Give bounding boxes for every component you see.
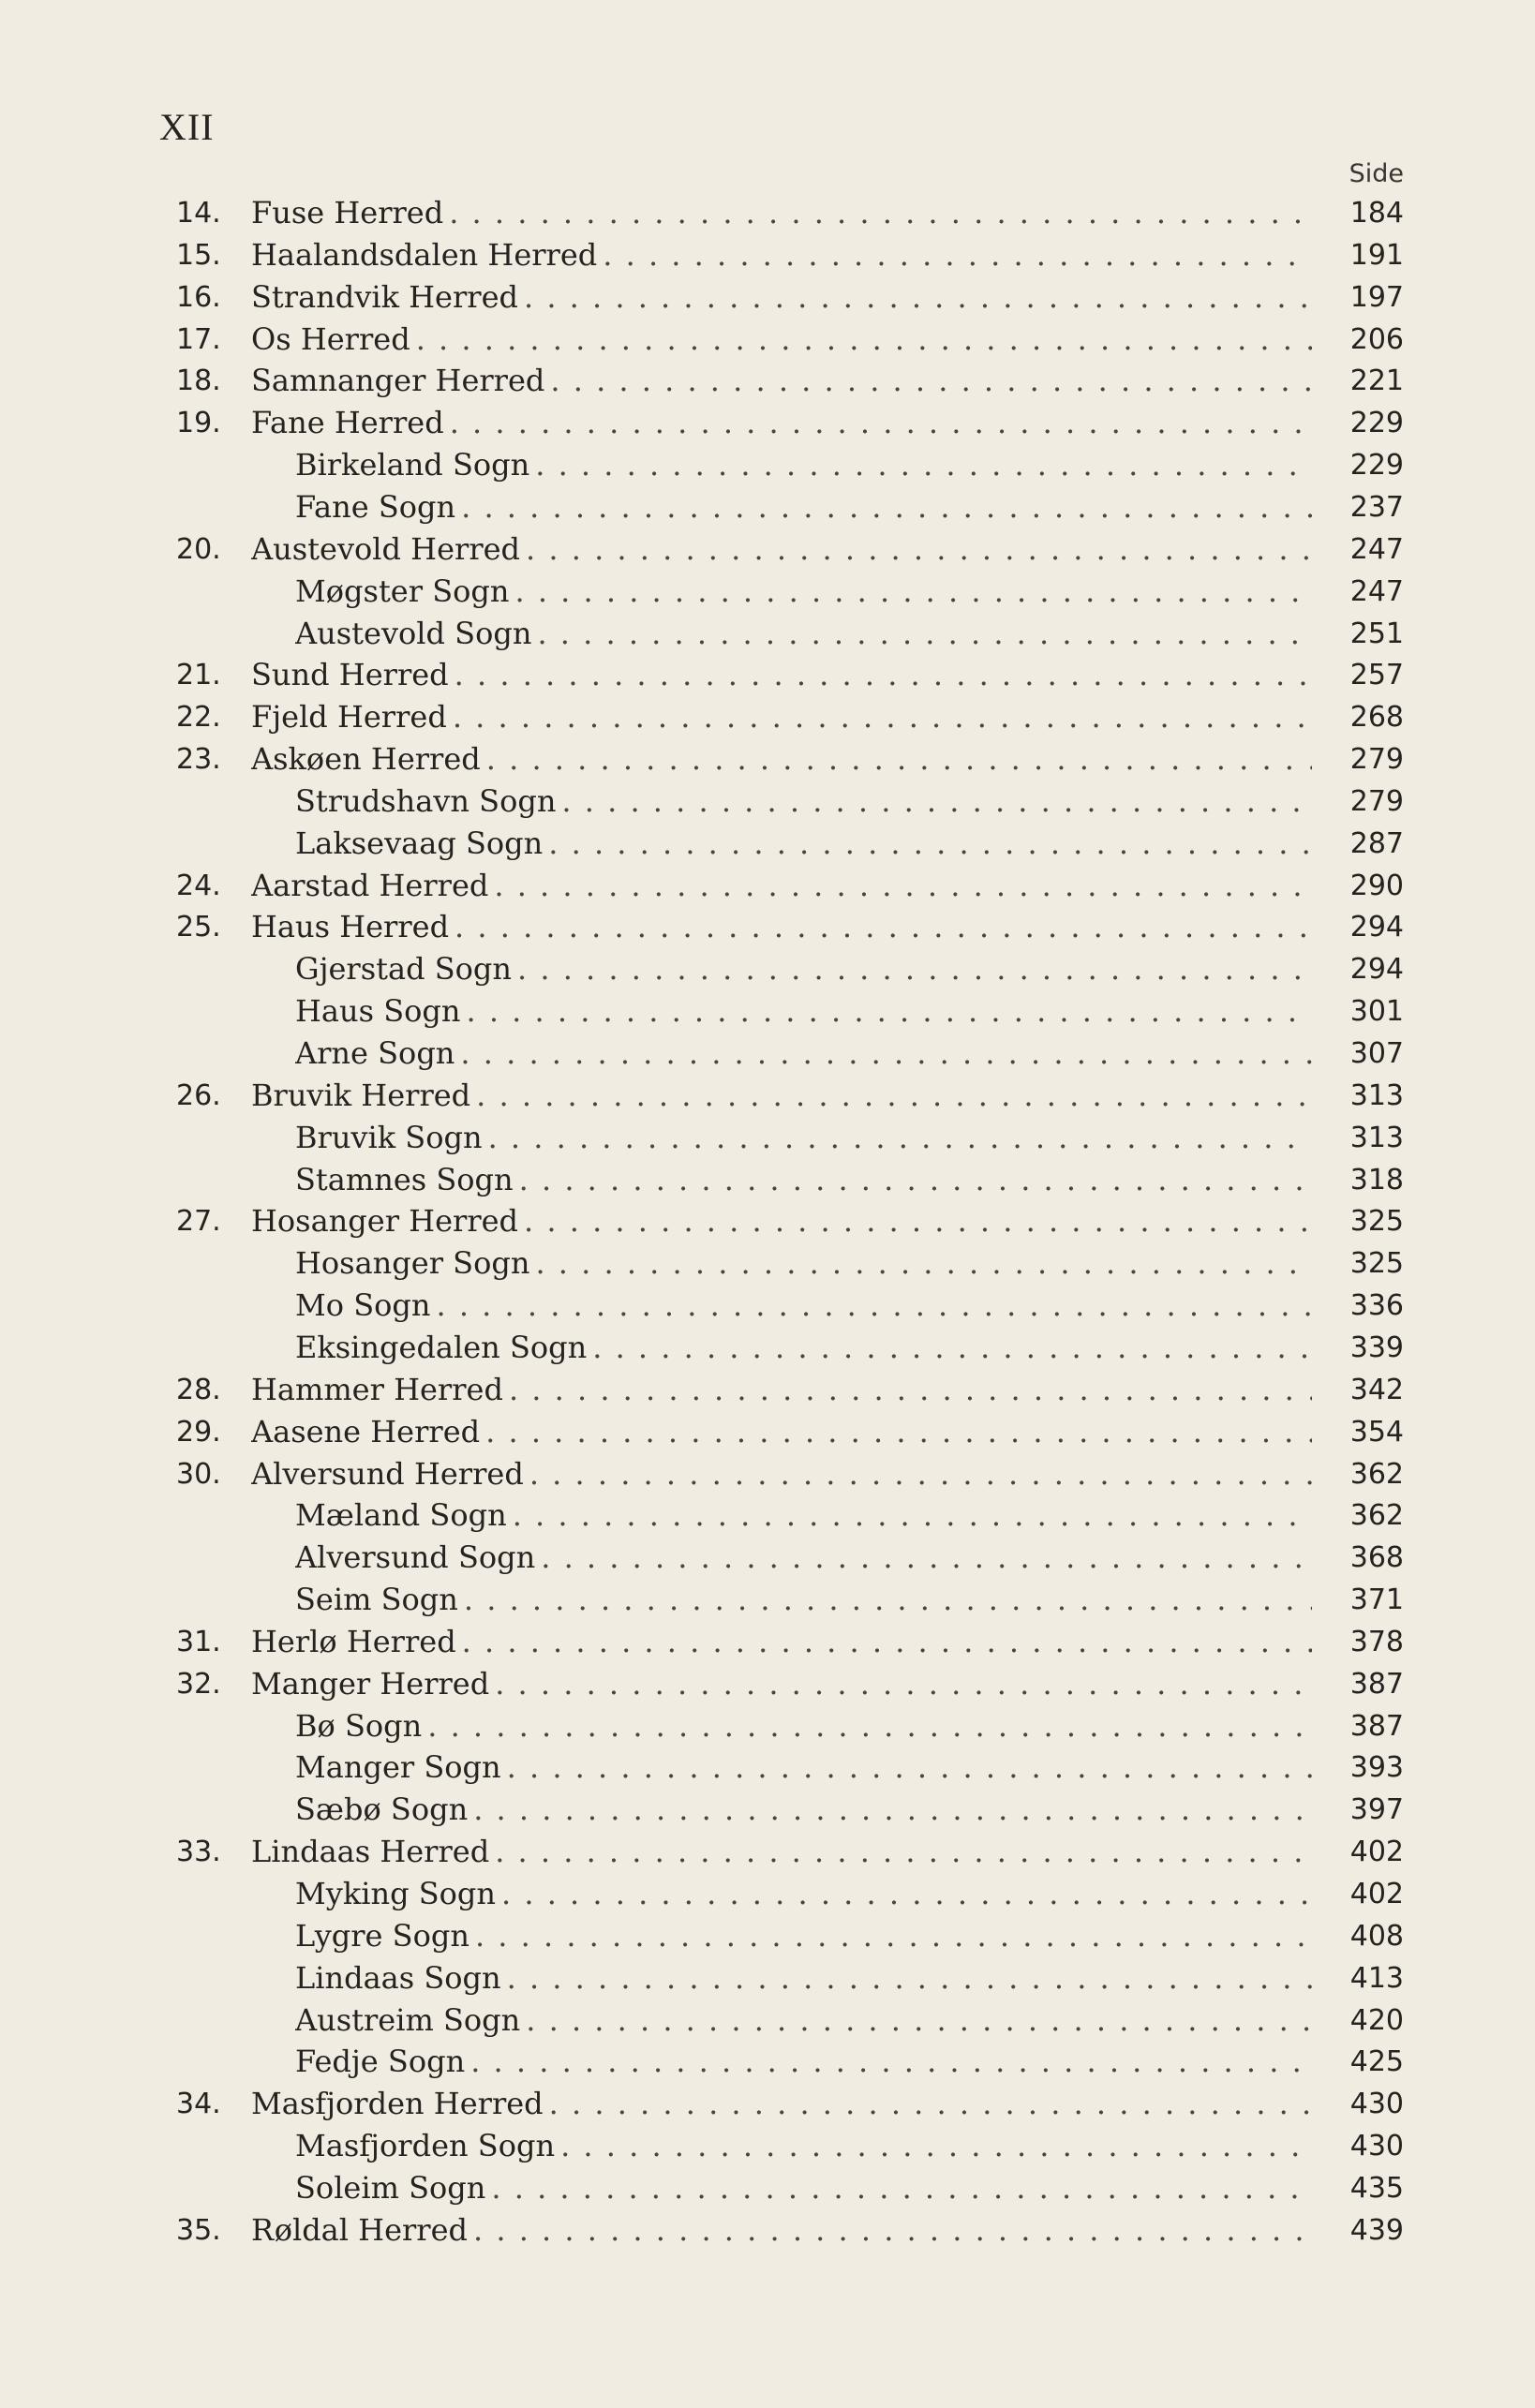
entry-title: Soleim Sogn — [295, 2169, 486, 2206]
dot-leader — [460, 1033, 1312, 1075]
dot-leader — [537, 613, 1312, 655]
entry-page-number: 413 — [1349, 1961, 1404, 1995]
toc-entry — [0, 1831, 1535, 1873]
toc-entry — [0, 360, 1535, 402]
toc-subentry — [0, 2167, 1535, 2209]
entry-page-number: 408 — [1349, 1919, 1404, 1953]
entry-title: Fane Herred — [251, 405, 444, 441]
entry-title: Fuse Herred — [251, 195, 444, 230]
toc-subentry — [0, 571, 1535, 613]
dot-leader — [427, 1705, 1312, 1747]
dot-leader — [535, 444, 1312, 486]
toc-entry — [0, 906, 1535, 948]
entry-title-line — [295, 1159, 1312, 1201]
entry-title-line — [295, 2167, 1312, 2209]
entry-number: 20. — [176, 532, 221, 566]
toc-subentry — [0, 1537, 1535, 1579]
toc-subentry — [0, 1915, 1535, 1957]
entry-page-number: 378 — [1349, 1625, 1404, 1658]
toc-subentry — [0, 444, 1535, 486]
entry-title: Aarstad Herred — [251, 867, 489, 903]
entry-title-line — [251, 1663, 1312, 1705]
entry-title-line — [295, 1327, 1312, 1369]
entry-title: Sæbø Sogn — [295, 1791, 469, 1828]
toc-subentry — [0, 1873, 1535, 1915]
entry-title: Lygre Sogn — [295, 1917, 469, 1954]
entry-title-line — [295, 1285, 1312, 1327]
entry-title: Seim Sogn — [295, 1582, 458, 1618]
entry-title: Bø Sogn — [295, 1707, 423, 1744]
toc-subentry — [0, 1242, 1535, 1285]
entry-page-number: 354 — [1349, 1415, 1404, 1449]
entry-page-number: 290 — [1349, 869, 1404, 902]
entry-page-number: 425 — [1349, 2045, 1404, 2079]
entry-title-line — [295, 1873, 1312, 1915]
entry-title-line — [251, 528, 1312, 571]
toc-entry — [0, 276, 1535, 319]
entry-page-number: 247 — [1349, 574, 1404, 608]
toc-entry — [0, 2083, 1535, 2125]
entry-page-number: 393 — [1349, 1751, 1404, 1785]
dot-leader — [491, 2167, 1312, 2209]
entry-number: 24. — [176, 869, 221, 902]
toc-entry — [0, 654, 1535, 696]
entry-title: Haus Sogn — [295, 993, 461, 1030]
entry-title-line — [295, 780, 1312, 823]
entry-title-line — [295, 1494, 1312, 1537]
toc-entry — [0, 1200, 1535, 1242]
dot-leader — [524, 1200, 1312, 1242]
toc-entry — [0, 865, 1535, 907]
toc-subentry — [0, 1285, 1535, 1327]
dot-leader — [416, 319, 1312, 361]
entry-title-line — [251, 1411, 1312, 1453]
entry-title: Lindaas Herred — [251, 1834, 490, 1870]
entry-page-number: 279 — [1349, 784, 1404, 818]
entry-page-number: 397 — [1349, 1793, 1404, 1827]
entry-title-line — [251, 1075, 1312, 1117]
entry-title-line — [251, 865, 1312, 907]
entry-title: Bruvik Herred — [251, 1077, 471, 1113]
entry-title: Strandvik Herred — [251, 278, 518, 315]
entry-page-number: 247 — [1349, 532, 1404, 566]
toc-subentry — [0, 2125, 1535, 2167]
entry-title: Lindaas Sogn — [295, 1959, 501, 1996]
entry-title: Alversund Herred — [251, 1455, 524, 1492]
toc-subentry — [0, 2041, 1535, 2083]
entry-page-number: 325 — [1349, 1247, 1404, 1281]
entry-page-number: 221 — [1349, 364, 1404, 398]
dot-leader — [486, 738, 1312, 780]
entry-page-number: 313 — [1349, 1121, 1404, 1154]
toc-subentry — [0, 1999, 1535, 2042]
dot-leader — [449, 192, 1312, 234]
dot-leader — [526, 1999, 1312, 2042]
entry-title: Fedje Sogn — [295, 2044, 466, 2080]
entry-page-number: 268 — [1349, 701, 1404, 735]
dot-leader — [462, 1621, 1312, 1663]
entry-page-number: 339 — [1349, 1330, 1404, 1364]
entry-number: 25. — [176, 911, 221, 944]
toc-subentry — [0, 1327, 1535, 1369]
entry-title-line — [251, 906, 1312, 948]
entry-page-number: 313 — [1349, 1078, 1404, 1112]
dot-leader — [485, 1411, 1312, 1453]
dot-leader — [461, 486, 1312, 528]
entry-page-number: 362 — [1349, 1499, 1404, 1533]
dot-leader — [509, 1369, 1312, 1411]
entry-page-number: 420 — [1349, 2003, 1404, 2037]
entry-title-line — [295, 1537, 1312, 1579]
toc-entry — [0, 2209, 1535, 2252]
dot-leader — [517, 948, 1312, 990]
entry-page-number: 301 — [1349, 995, 1404, 1029]
toc-entry — [0, 319, 1535, 361]
entry-page-number: 197 — [1349, 280, 1404, 314]
entry-page-number: 371 — [1349, 1583, 1404, 1617]
entry-title: Austreim Sogn — [295, 2001, 521, 2038]
toc-subentry — [0, 780, 1535, 823]
entry-title-line — [295, 2041, 1312, 2083]
dot-leader — [535, 1242, 1312, 1285]
dot-leader — [495, 1831, 1312, 1873]
entry-number: 22. — [176, 701, 221, 735]
entry-title: Austevold Herred — [251, 530, 521, 567]
entry-number: 26. — [176, 1078, 221, 1112]
entry-title: Masfjorden Herred — [251, 2086, 544, 2122]
dot-leader — [541, 1537, 1312, 1579]
dot-leader — [455, 654, 1312, 696]
entry-title-line — [251, 1369, 1312, 1411]
entry-number: 31. — [176, 1625, 221, 1658]
entry-number: 32. — [176, 1667, 221, 1701]
toc-entry — [0, 402, 1535, 444]
toc-subentry — [0, 1033, 1535, 1075]
toc-subentry — [0, 1159, 1535, 1201]
entry-page-number: 251 — [1349, 617, 1404, 650]
toc-subentry — [0, 1117, 1535, 1159]
entry-title-line — [295, 1033, 1312, 1075]
toc-subentry — [0, 990, 1535, 1033]
entry-page-number: 307 — [1349, 1037, 1404, 1070]
entry-title-line — [295, 571, 1312, 613]
entry-title: Fane Sogn — [295, 488, 456, 525]
toc-subentry — [0, 1494, 1535, 1537]
dot-leader — [592, 1327, 1312, 1369]
toc-subentry — [0, 1579, 1535, 1621]
entry-title: Bruvik Sogn — [295, 1119, 483, 1155]
entry-page-number: 336 — [1349, 1289, 1404, 1323]
dot-leader — [507, 1957, 1312, 1999]
dot-leader — [549, 2083, 1312, 2125]
entry-title-line — [295, 1957, 1312, 1999]
entry-title-line — [251, 1453, 1312, 1495]
toc-subentry — [0, 1747, 1535, 1789]
entry-title: Fjeld Herred — [251, 699, 447, 736]
entry-title: Myking Sogn — [295, 1876, 497, 1911]
entry-title: Alversund Sogn — [295, 1539, 536, 1576]
entry-title-line — [251, 1200, 1312, 1242]
entry-title: Hosanger Sogn — [295, 1245, 530, 1282]
dot-leader — [514, 571, 1312, 613]
entry-title-line — [251, 360, 1312, 402]
entry-number: 30. — [176, 1457, 221, 1491]
entry-title: Laksevaag Sogn — [295, 825, 544, 861]
entry-title: Eksingedalen Sogn — [295, 1329, 588, 1365]
dot-leader — [560, 2125, 1312, 2167]
entry-number: 27. — [176, 1205, 221, 1239]
entry-page-number: 229 — [1349, 449, 1404, 483]
entry-number: 15. — [176, 238, 221, 272]
entry-number: 34. — [176, 2088, 221, 2121]
entry-title: Aasene Herred — [251, 1413, 481, 1449]
entry-title: Gjerstad Sogn — [295, 951, 513, 988]
entry-title-line — [295, 948, 1312, 990]
entry-title-line — [251, 402, 1312, 444]
entry-title-line — [295, 990, 1312, 1033]
entry-page-number: 325 — [1349, 1205, 1404, 1239]
dot-leader — [513, 1494, 1312, 1537]
entry-page-number: 206 — [1349, 322, 1404, 356]
toc-entry — [0, 1663, 1535, 1705]
dot-leader — [464, 1579, 1312, 1621]
entry-number: 23. — [176, 743, 221, 777]
entry-number: 28. — [176, 1373, 221, 1406]
toc-subentry — [0, 823, 1535, 865]
dot-leader — [548, 823, 1312, 865]
entry-title: Manger Herred — [251, 1665, 490, 1702]
entry-page-number: 439 — [1349, 2213, 1404, 2247]
dot-leader — [473, 1789, 1312, 1831]
entry-title-line — [251, 2083, 1312, 2125]
dot-leader — [524, 276, 1312, 319]
toc-entry — [0, 1369, 1535, 1411]
entry-number: 19. — [176, 407, 221, 440]
entry-page-number: 184 — [1349, 197, 1404, 230]
entry-title: Askøen Herred — [251, 741, 481, 778]
entry-number: 29. — [176, 1415, 221, 1449]
toc-entry — [0, 1075, 1535, 1117]
entry-title-line — [295, 1747, 1312, 1789]
entry-page-number: 435 — [1349, 2171, 1404, 2205]
entry-title: Masfjorden Sogn — [295, 2128, 556, 2164]
entry-title-line — [295, 1705, 1312, 1747]
toc-entry — [0, 738, 1535, 780]
dot-leader — [495, 1663, 1312, 1705]
dot-leader — [453, 696, 1312, 738]
entry-title: Haus Herred — [251, 909, 450, 945]
entry-title: Møgster Sogn — [295, 572, 510, 609]
entry-page-number: 294 — [1349, 911, 1404, 944]
dot-leader — [561, 780, 1312, 823]
dot-leader — [466, 990, 1312, 1033]
entry-title-line — [295, 1789, 1312, 1831]
entry-page-number: 294 — [1349, 953, 1404, 987]
entry-page-number: 402 — [1349, 1878, 1404, 1910]
dot-leader — [476, 1075, 1312, 1117]
entry-number: 33. — [176, 1836, 221, 1869]
entry-page-number: 387 — [1349, 1667, 1404, 1701]
entry-page-number: 257 — [1349, 659, 1404, 692]
entry-title-line — [295, 1242, 1312, 1285]
entry-title-line — [295, 444, 1312, 486]
entry-title: Birkeland Sogn — [295, 447, 530, 483]
dot-leader — [519, 1159, 1312, 1201]
entry-title: Stamnes Sogn — [295, 1161, 514, 1197]
dot-leader — [436, 1285, 1312, 1327]
dot-leader — [507, 1747, 1312, 1789]
toc-subentry — [0, 948, 1535, 990]
entry-number: 35. — [176, 2213, 221, 2247]
column-header-side: Side — [1349, 159, 1404, 188]
entry-page-number: 229 — [1349, 407, 1404, 440]
entry-title-line — [251, 276, 1312, 319]
entry-page-number: 191 — [1349, 238, 1404, 272]
toc-entry — [0, 1453, 1535, 1495]
entry-title-line — [251, 696, 1312, 738]
entry-title-line — [251, 192, 1312, 234]
page-number: XII — [159, 106, 215, 148]
entry-title-line — [295, 823, 1312, 865]
entry-title: Haalandsdalen Herred — [251, 236, 598, 273]
entry-title: Arne Sogn — [295, 1035, 455, 1071]
dot-leader — [470, 2041, 1312, 2083]
entry-title-line — [251, 1621, 1312, 1663]
toc-subentry — [0, 1705, 1535, 1747]
entry-title: Austevold Sogn — [295, 615, 532, 651]
entry-title-line — [295, 613, 1312, 655]
entry-title: Røldal Herred — [251, 2211, 469, 2248]
entry-title-line — [295, 1915, 1312, 1957]
dot-leader — [550, 360, 1312, 402]
dot-leader — [488, 1117, 1312, 1159]
toc-entry — [0, 1411, 1535, 1453]
entry-title-line — [295, 486, 1312, 528]
dot-leader — [526, 528, 1312, 571]
entry-title: Mo Sogn — [295, 1287, 431, 1324]
dot-leader — [501, 1873, 1312, 1915]
dot-leader — [450, 402, 1312, 444]
entry-number: 16. — [176, 280, 221, 314]
entry-title-line — [251, 234, 1312, 276]
entry-title-line — [251, 1831, 1312, 1873]
entry-title: Herlø Herred — [251, 1623, 456, 1659]
dot-leader — [455, 906, 1312, 948]
toc-entry — [0, 528, 1535, 571]
toc-subentry — [0, 1957, 1535, 1999]
entry-page-number: 387 — [1349, 1709, 1404, 1743]
entry-title-line — [295, 1117, 1312, 1159]
toc-subentry — [0, 1789, 1535, 1831]
toc-subentry — [0, 486, 1535, 528]
entry-number: 21. — [176, 659, 221, 692]
entry-number: 18. — [176, 364, 221, 398]
toc-entry — [0, 234, 1535, 276]
entry-page-number: 318 — [1349, 1163, 1404, 1197]
entry-title-line — [295, 2125, 1312, 2167]
toc-entry — [0, 192, 1535, 234]
dot-leader — [475, 1915, 1312, 1957]
dot-leader — [494, 865, 1312, 907]
entry-title: Mæland Sogn — [295, 1497, 507, 1534]
entry-page-number: 430 — [1349, 2088, 1404, 2121]
entry-title: Samnanger Herred — [251, 363, 545, 399]
dot-leader — [529, 1453, 1312, 1495]
entry-page-number: 430 — [1349, 2130, 1404, 2163]
entry-title-line — [251, 738, 1312, 780]
entry-title-line — [251, 654, 1312, 696]
toc-entry — [0, 696, 1535, 738]
entry-page-number: 287 — [1349, 826, 1404, 860]
entry-page-number: 368 — [1349, 1541, 1404, 1575]
dot-leader — [473, 2209, 1312, 2252]
toc-entry — [0, 1621, 1535, 1663]
dot-leader — [603, 234, 1312, 276]
entry-title: Hammer Herred — [251, 1371, 503, 1407]
entry-title: Hosanger Herred — [251, 1203, 519, 1240]
entry-page-number: 237 — [1349, 490, 1404, 524]
entry-title: Sund Herred — [251, 657, 449, 693]
entry-title-line — [251, 319, 1312, 361]
toc-subentry — [0, 613, 1535, 655]
entry-title-line — [295, 1999, 1312, 2042]
entry-title: Manger Sogn — [295, 1749, 501, 1786]
entry-title-line — [251, 2209, 1312, 2252]
entry-page-number: 362 — [1349, 1457, 1404, 1491]
entry-page-number: 279 — [1349, 743, 1404, 777]
entry-title-line — [295, 1579, 1312, 1621]
entry-title: Strudshavn Sogn — [295, 782, 557, 819]
entry-page-number: 402 — [1349, 1836, 1404, 1869]
entry-number: 14. — [176, 197, 221, 230]
entry-title: Os Herred — [251, 320, 410, 357]
entry-number: 17. — [176, 322, 221, 356]
entry-page-number: 342 — [1349, 1373, 1404, 1406]
